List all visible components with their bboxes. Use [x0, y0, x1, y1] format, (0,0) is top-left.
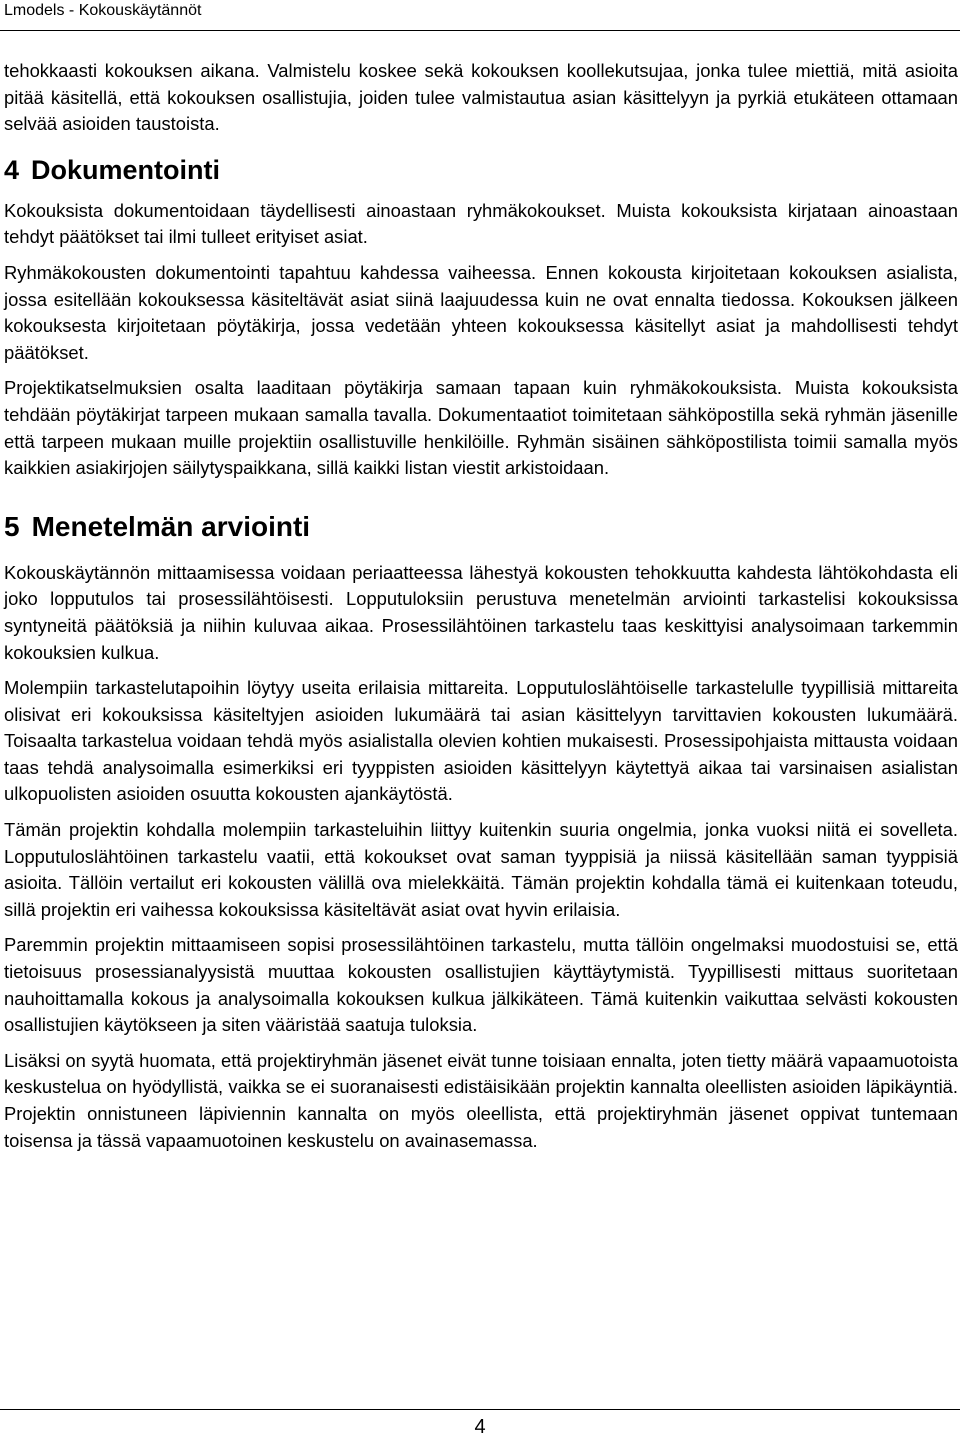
page-header [0, 0, 960, 31]
section-5-heading [4, 510, 958, 544]
section-4-paragraph-3: Projektikatselmuksien osalta laaditaan pöytäkirja samaan tapaan kuin ryhmäkokouksista. Muista kokouksista tehdään pöytäkirjat tarpeen mukaan samalla tavalla. Dokumentaatiot toimitetaan sähköpostilla sekä ryhmän jäsenille että tarpeen mukaan muille projektiin osallistuville henkilöille. Ryhmän sisäinen sähköpostilista toimii samalla myös kaikkien asiakirjojen säilytyspaikkana, sillä kaikki listan viestit arkistoidaan. [4, 377, 958, 479]
section-4-heading [4, 154, 958, 186]
header-title: Lmodels - Kokouskäytännöt [4, 2, 202, 19]
section-5-number: 5 [4, 510, 20, 542]
section-5-paragraph-4: Paremmin projektin mittaamiseen sopisi prosessilähtöinen tarkastelu, mutta tällöin ongelmaksi muodostuisi se, että tietoisuus prosessianalyysistä muuttaa kokousten osallistujien käyttäytymistä. Tyypillisesti mittaus suoritetaan nauhoittamalla kokous ja analysoimalla kokouksen kulkua jälkikäteen. Tämä kuitenkin vaikuttaa selvästi kokousten osallistujien käytökseen ja siten vääristää saatuja tuloksia. [4, 934, 958, 1036]
footer-divider [0, 1409, 960, 1410]
document-body [4, 58, 958, 1154]
section-4-paragraph-2: Ryhmäkokousten dokumentointi tapahtuu kahdessa vaiheessa. Ennen kokousta kirjoitetaan kokouksen asialista, jossa esitellään kokouksessa käsiteltävät asiat siinä laajuudessa kuin ne ovat ennalta tiedossa. Kokouksen jälkeen kokouksesta kirjoitetaan pöytäkirja, jossa vedetään yhteen kokouksessa käsitellyt asiat ja mahdollisesti tehdyt päätökset. [4, 261, 958, 363]
page-number: 4 [474, 1416, 486, 1438]
section-4-paragraph-1: Kokouksista dokumentoidaan täydellisesti ainoastaan ryhmäkokoukset. Muista kokouksista kirjataan ainoastaan tehdyt päätökset tai ilmi tulleet erityiset asiat. [4, 199, 958, 248]
section-5-title: Menetelmän arviointi [31, 510, 311, 542]
section-5-paragraph-3: Tämän projektin kohdalla molempiin tarkasteluihin liittyy kuitenkin suuria ongelmia, jonka vuoksi niitä ei sovelleta. Lopputuloslähtöinen tarkastelu vaatii, että kokoukset ovat saman tyyppisiä ja niissä käsitellään saman tyyppisiä asioita. Tällöin vertailut eri kokousten välillä ova mielekkäitä. Tämän projektin kohdalla tämä ei kuitenkaan toteudu, sillä projektin eri vaihessa kokouksissa käsiteltävät asiat ovat hyvin erilaisia. [4, 819, 958, 920]
section-5-paragraph-2: Molempiin tarkastelutapoihin löytyy useita erilaisia mittareita. Lopputuloslähtöiselle tarkastelulle tyypillisiä mittareita olisivat eri kokouksissa käsiteltyjen asioiden lukumäärä tai asian käsittelyyn tarvittavien kokousten lukumäärä. Toisaalta tarkastelua voidaan tehdä myös asialistalla olevien kohtien mukaisesti. Prosessipohjaista mittausta voidaan taas tehdä analysoimalla esimerkiksi eri tyyppisten asioiden käsittelyyn käytettyä aikaa tai varsinaisen asialistan ulkopuolisten asioiden osuutta kokousten ajankäytöstä. [4, 677, 958, 805]
section-5-paragraph-1: Kokouskäytännön mittaamisessa voidaan periaatteessa lähestyä kokousten tehokkuutta kahdesta lähtökohdasta eli joko lopputulos tai prosessilähtöisesti. Lopputuloksiin perustuva menetelmän arviointi tarkastelisi kokouksissa syntyneitä päätöksiä ja niihin kuluvaa aikaa. Prosessilähtöinen tarkastelu taas keskittyisi analysoimaan tarkemmin kokouksien kulkua. [4, 561, 958, 663]
section-4-number: 4 [4, 154, 20, 185]
section-4-title: Dokumentointi [31, 154, 221, 185]
intro-paragraph: tehokkaasti kokouksen aikana. Valmistelu koskee sekä kokouksen koollekutsujaa, jonka tulee miettiä, mitä asioita pitää käsitellä, että kokouksen osallistujia, joiden tulee valmistautua asian käsittelyyn ja pyrkiä etukäteen ottamaan selvää asioiden taustoista. [4, 60, 958, 135]
section-5-paragraph-5: Lisäksi on syytä huomata, että projektiryhmän jäsenet eivät tunne toisiaan ennalta, joten tietty määrä vapaamuotoista keskustelua on hyödyllistä, vaikka se ei suoranaisesti edistäisikään projektin kannalta oleellisten asioiden läpikäyntiä. Projektin onnistuneen läpiviennin kannalta on myös oleellista, että projektiryhmän jäsenet oppivat tuntemaan toisensa ja tässä vapaamuotoinen keskustelu on avainasemassa. [4, 1049, 958, 1151]
